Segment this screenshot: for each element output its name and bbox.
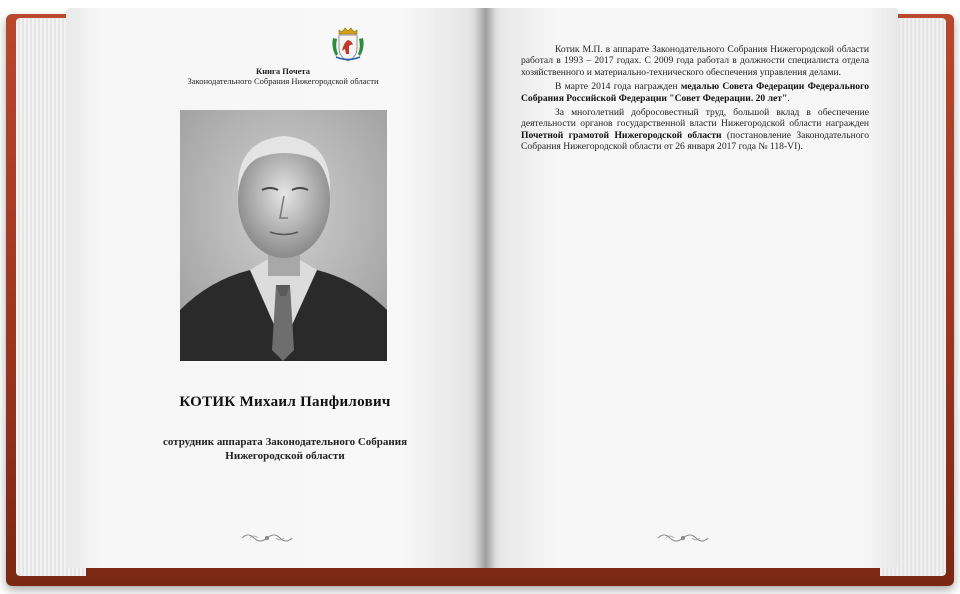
left-page	[66, 8, 484, 568]
book-title	[140, 66, 426, 86]
book-title-line1: Книга Почета	[256, 66, 310, 76]
portrait-photo	[180, 110, 387, 361]
ornament-right-icon	[656, 530, 710, 546]
ornament-left-icon	[240, 530, 294, 546]
biography-text	[521, 44, 869, 156]
person-name: КОТИК Михаил Панфилович	[179, 394, 391, 410]
award-certificate-text: Почетной грамотой Нижегородской области	[521, 129, 722, 141]
person-role	[110, 435, 460, 463]
bio-paragraph-3-end: (постановление Законодательного Собрания Нижегородской области от 26 января 2017 года № 118-VI).	[521, 129, 869, 153]
coat-of-arms-icon	[330, 24, 366, 64]
book-title-line2: Законодательного Собрания Нижегородской области	[187, 76, 379, 86]
bio-paragraph-3	[521, 107, 869, 153]
bio-paragraph-3-text: За многолетний добросовестный труд, большой вклад в обеспечение деятельности органов государственной власти Нижегородской области награжден	[521, 107, 869, 130]
bio-paragraph-1: Котик М.П. в аппарате Законодательного Собрания Нижегородской области работал в 1993 – 2017 годах. С 2009 года работал в должности специалиста отдела хозяйственного и материально-технического обеспечения управления делами.	[521, 44, 869, 78]
bio-paragraph-2	[521, 81, 869, 104]
person-role-line1: сотрудник аппарата Законодательного Собрания	[162, 436, 408, 448]
bio-paragraph-2-text: В марте 2014 года награжден	[555, 81, 681, 93]
portrait-image	[180, 110, 387, 361]
person-role-line2: Нижегородской области	[225, 450, 345, 462]
book-spine-shadow	[474, 8, 496, 568]
award-medal-text: медалью Совета Федерации Федерального Собрания Российской Федерации "Совет Федерации. 20 лет"	[521, 81, 869, 104]
bio-paragraph-2-end: .	[787, 92, 790, 104]
